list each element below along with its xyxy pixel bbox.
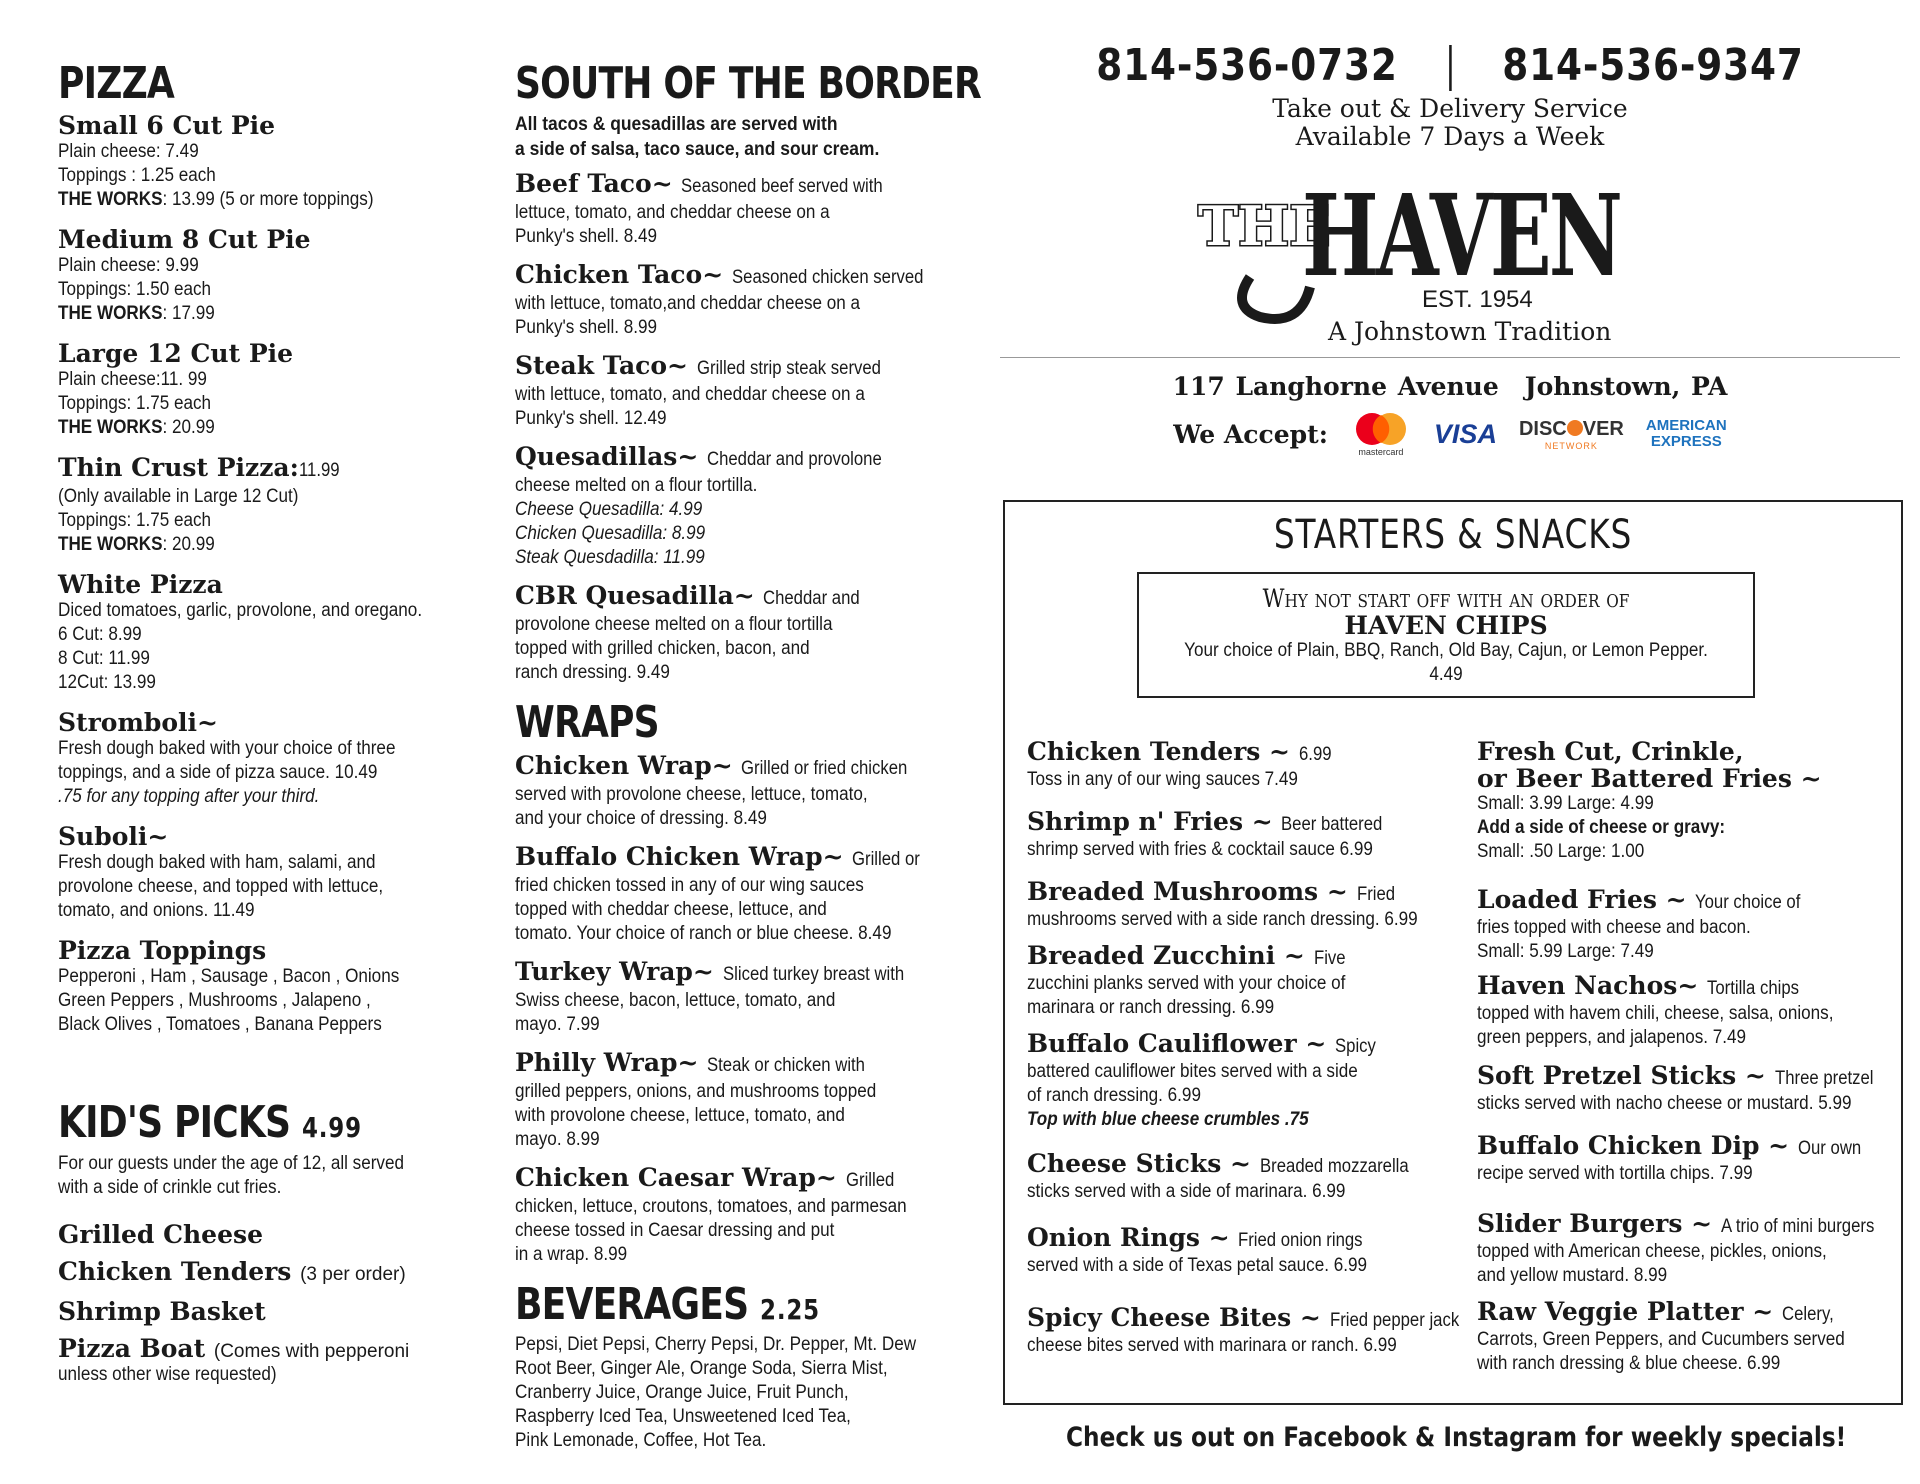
item-name: Small 6 Cut Pie: [58, 111, 276, 141]
works-line: [58, 416, 436, 440]
social-footer: Check us out on Facebook & Instagram for weekly specials!: [1066, 1422, 1847, 1453]
item-name: [1027, 1030, 1477, 1060]
item-desc: Beer battered: [1281, 814, 1383, 835]
item-name-text: Chicken Caesar Wrap~: [515, 1162, 837, 1192]
item-line: fried chicken tossed in any of our wing sauces: [515, 874, 864, 896]
item-name-text: Spicy Cheese Bites ~: [1027, 1303, 1321, 1332]
pizza-heading: PIZZA: [58, 58, 175, 109]
item-name: [1027, 738, 1477, 768]
item-desc: Grilled strip steak served: [696, 358, 881, 380]
item-line: Fresh dough baked with ham, salami, and: [58, 852, 376, 874]
border-note-line: All tacos & quesadillas are served with: [515, 114, 838, 136]
menu-item: [1477, 1062, 1897, 1116]
beverage-line: Pink Lemonade, Coffee, Hot Tea.: [515, 1430, 767, 1452]
item-line: Steak Quesdadilla: 11.99: [515, 547, 705, 569]
discover-label-a: DISC: [1518, 417, 1567, 440]
item-line: Toppings: 1.50 each: [58, 279, 212, 301]
item-line: Punky's shell. 8.49: [515, 226, 658, 248]
address: [1000, 372, 1900, 401]
item-desc: Fried pepper jack: [1329, 1310, 1459, 1331]
item-desc: Grilled or: [852, 848, 921, 870]
menu-item: [58, 112, 478, 212]
item-name-text: Raw Veggie Platter ~: [1477, 1297, 1774, 1326]
item-name: [515, 443, 965, 474]
menu-item: [1477, 1298, 1897, 1376]
item-name-text: Steak Taco~: [515, 351, 688, 381]
item-name-text: Cheese Sticks ~: [1027, 1149, 1251, 1178]
beverage-line: Root Beer, Ginger Ale, Orange Soda, Sierra Mist,: [515, 1358, 888, 1380]
item-desc: Seasoned chicken served: [731, 267, 924, 289]
phone-divider: [1449, 45, 1452, 91]
chips-choice: Your choice of Plain, BBQ, Ranch, Old Bay, Cajun, or Lemon Pepper.: [1184, 640, 1708, 661]
item-line: fries topped with cheese and bacon.: [1477, 917, 1751, 938]
item-line: .75 for any topping after your third.: [58, 786, 320, 808]
item-desc: Spicy: [1335, 1036, 1376, 1057]
tacos-wraps-column: [515, 58, 981, 1453]
item-line: (Only available in Large 12 Cut): [58, 486, 299, 508]
item-desc: Five: [1313, 948, 1346, 969]
item-name: [515, 352, 965, 383]
item-price: 11.99: [298, 460, 340, 482]
item-line: with ranch dressing & blue cheese. 6.99: [1477, 1353, 1781, 1374]
item-line: Toss in any of our wing sauces 7.49: [1027, 769, 1298, 790]
item-name: [1027, 1224, 1477, 1254]
item-line: topped with cheddar cheese, lettuce, and: [515, 898, 827, 920]
discover-label: [1519, 418, 1624, 441]
menu-item: [515, 1049, 965, 1152]
item-name: [1027, 942, 1477, 972]
item-line: topped with havem chili, cheese, salsa, onions,: [1477, 1003, 1834, 1024]
visa-label: VISA: [1433, 418, 1497, 449]
item-line: Cheese Quesadilla: 4.99: [515, 499, 703, 521]
works-value: : 20.99: [162, 534, 215, 556]
address-city: Johnstown, PA: [1524, 372, 1728, 401]
beverages-price: 2.25: [760, 1292, 820, 1326]
discover-icon: [1519, 418, 1624, 451]
kid-item-name: Shrimp Basket: [58, 1296, 266, 1326]
item-line: Top with blue cheese crumbles .75: [1027, 1109, 1309, 1130]
item-line: green peppers, and jalapenos. 7.49: [1477, 1027, 1747, 1048]
item-name: [515, 170, 965, 201]
beverage-line: Cranberry Juice, Orange Juice, Fruit Punch,: [515, 1382, 849, 1404]
item-line: recipe served with tortilla chips. 7.99: [1477, 1163, 1753, 1184]
menu-item: [515, 752, 965, 831]
item-line: tomato, and onions. 11.49: [58, 900, 255, 922]
payment-methods: [1000, 411, 1900, 457]
menu-item: [1477, 1210, 1897, 1288]
item-name-text: Loaded Fries ~: [1477, 885, 1687, 914]
item-name: [1027, 1304, 1477, 1334]
item-desc: Your choice of: [1695, 892, 1801, 913]
item-name: [1477, 886, 1897, 916]
chips-price: 4.49: [1429, 664, 1463, 685]
item-line: topped with American cheese, pickles, onions,: [1477, 1241, 1827, 1262]
menu-item: [58, 709, 478, 809]
item-desc: Steak or chicken with: [707, 1054, 866, 1076]
item-line: Small: .50 Large: 1.00: [1477, 841, 1645, 862]
item-name-text: Onion Rings ~: [1027, 1223, 1230, 1252]
phone-number[interactable]: 814-536-9347: [1502, 40, 1804, 91]
item-name-text: Fresh Cut, Crinkle,: [1477, 737, 1744, 766]
item-line: Black Olives , Tomatoes , Banana Peppers: [58, 1014, 382, 1036]
item-line: cheese tossed in Caesar dressing and put: [515, 1219, 835, 1241]
haven-logo-icon: [1190, 157, 1630, 347]
item-name-text: Beef Taco~: [515, 169, 673, 199]
menu-item: [58, 226, 478, 326]
item-name: Large 12 Cut Pie: [58, 339, 294, 369]
works-line: [58, 188, 436, 212]
menu-item: [1027, 1030, 1477, 1132]
item-desc: Fried onion rings: [1238, 1230, 1363, 1251]
item-desc: Cheddar and provolone: [707, 449, 882, 471]
menu-item: [58, 340, 478, 440]
beverages-heading-text: BEVERAGES: [515, 1278, 749, 1330]
menu-item: [1027, 808, 1477, 862]
item-name: [1477, 1062, 1897, 1092]
item-desc: 6.99: [1298, 744, 1332, 765]
item-line: mayo. 8.99: [515, 1128, 600, 1150]
menu-item: [58, 571, 478, 695]
mastercard-icon: [1350, 411, 1412, 457]
item-name: [515, 958, 965, 989]
kids-desc-line: with a side of crinkle cut fries.: [58, 1176, 282, 1198]
item-line: Plain cheese: 7.49: [58, 141, 199, 163]
item-name: Suboli~: [58, 822, 169, 852]
menu-item: [515, 170, 965, 249]
item-name-text: Philly Wrap~: [515, 1047, 699, 1077]
item-name-text: Breaded Mushrooms ~: [1027, 877, 1348, 906]
item-line: toppings, and a side of pizza sauce. 10.49: [58, 762, 378, 784]
logo-swash: [1242, 277, 1310, 319]
kid-item-note: unless other wise requested): [58, 1363, 277, 1385]
item-line: mayo. 7.99: [515, 1013, 600, 1035]
kid-item-name: Chicken Tenders: [58, 1256, 292, 1286]
kid-item-name: Pizza Boat: [58, 1333, 206, 1363]
item-line: served with provolone cheese, lettuce, tomato,: [515, 783, 868, 805]
item-line: Plain cheese: 9.99: [58, 255, 199, 277]
address-street: 117 Langhorne Avenue: [1172, 372, 1499, 401]
item-desc: A trio of mini burgers: [1720, 1216, 1875, 1237]
item-name: [515, 261, 965, 292]
kid-item: [58, 1293, 478, 1330]
menu-item: [515, 958, 965, 1037]
item-line: Toppings: 1.75 each: [58, 510, 212, 532]
item-name: Stromboli~: [58, 708, 218, 738]
beverage-line: Pepsi, Diet Pepsi, Cherry Pepsi, Dr. Pepper, Mt. Dew: [515, 1334, 917, 1356]
chips-name: HAVEN CHIPS: [1344, 611, 1548, 640]
haven-logo: [1000, 157, 1900, 357]
item-line: served with a side of Texas petal sauce. 6.99: [1027, 1255, 1367, 1276]
menu-item: [1477, 738, 1897, 864]
kid-item-note: (Comes with pepperoni: [213, 1340, 410, 1362]
item-line: 6 Cut: 8.99: [58, 624, 142, 646]
kid-item: [58, 1216, 478, 1253]
item-desc: Sliced turkey breast with: [722, 963, 904, 985]
item-name-text: Quesadillas~: [515, 442, 699, 472]
item-line: in a wrap. 8.99: [515, 1243, 628, 1265]
item-desc: Our own: [1797, 1138, 1862, 1159]
item-name-text: CBR Quesadilla~: [515, 581, 755, 611]
item-line: and yellow mustard. 8.99: [1477, 1265, 1668, 1286]
item-desc: Grilled: [845, 1169, 894, 1191]
item-name-text: Breaded Zucchini ~: [1027, 941, 1305, 970]
pizza-column: [58, 60, 478, 1386]
divider: [1000, 357, 1900, 358]
mastercard-label: mastercard: [1358, 447, 1404, 457]
item-name-text: Chicken Wrap~: [515, 750, 733, 780]
works-label: THE WORKS: [58, 534, 163, 556]
amex-icon: [1646, 418, 1727, 450]
item-name-text: Thin Crust Pizza:: [58, 453, 299, 483]
menu-item: [1027, 878, 1477, 932]
phone-number[interactable]: 814-536-0732: [1096, 40, 1398, 91]
discover-label-b: VER: [1582, 417, 1624, 440]
item-name-text: Haven Nachos~: [1477, 971, 1699, 1000]
menu-item: [515, 443, 965, 570]
item-line: zucchini planks served with your choice of: [1027, 973, 1346, 994]
item-line: Toppings : 1.25 each: [58, 165, 216, 187]
item-desc: Three pretzel: [1774, 1068, 1874, 1089]
item-name: [515, 752, 965, 783]
item-name: [1477, 738, 1897, 765]
border-heading: SOUTH OF THE BORDER: [515, 58, 981, 109]
item-name-text: Chicken Taco~: [515, 260, 724, 290]
works-label: THE WORKS: [58, 417, 163, 439]
menu-item: [1027, 738, 1477, 792]
starters-box: [1003, 500, 1903, 1405]
item-line: Chicken Quesadilla: 8.99: [515, 523, 706, 545]
border-note-line: a side of salsa, taco sauce, and sour cream.: [515, 139, 880, 161]
item-line: 8 Cut: 11.99: [58, 648, 150, 670]
chips-intro: Why not start off with an order of: [1262, 584, 1630, 613]
menu-item: [58, 823, 478, 923]
item-desc: Cheddar and: [763, 588, 861, 610]
menu-item: [58, 454, 478, 557]
item-name: or Beer Battered Fries ~: [1477, 764, 1822, 793]
item-line: and your choice of dressing. 8.49: [515, 807, 767, 829]
menu-item: [1477, 972, 1897, 1050]
haven-chips-box: [1137, 572, 1755, 698]
menu-item: [1027, 1224, 1477, 1278]
kids-desc-line: For our guests under the age of 12, all served: [58, 1152, 405, 1174]
service-line: Take out & Delivery Service: [1272, 94, 1628, 123]
amex-label-b: EXPRESS: [1650, 433, 1722, 450]
works-label: THE WORKS: [58, 303, 163, 325]
border-note: [515, 112, 929, 162]
item-line: Swiss cheese, bacon, lettuce, tomato, and: [515, 989, 836, 1011]
item-line: Small: 5.99 Large: 7.49: [1477, 941, 1654, 962]
visa-icon: [1434, 419, 1497, 450]
menu-item: [515, 261, 965, 340]
item-line: tomato. Your choice of ranch or blue cheese. 8.49: [515, 922, 892, 944]
item-name: [515, 1164, 965, 1195]
logo-the: THE: [1198, 194, 1331, 258]
item-line: cheese melted on a flour tortilla.: [515, 475, 758, 497]
item-name: [515, 582, 965, 613]
service-text: [1000, 95, 1900, 151]
wraps-heading: WRAPS: [515, 697, 659, 749]
menu-item: [1027, 1150, 1477, 1204]
item-desc: Tortilla chips: [1707, 978, 1800, 999]
item-line: ranch dressing. 9.49: [515, 662, 670, 684]
item-name: [515, 843, 965, 874]
item-name: [1477, 972, 1897, 1002]
works-value: : 17.99: [162, 303, 215, 325]
item-line: Plain cheese:11. 99: [58, 369, 207, 391]
item-line: Fresh dough baked with your choice of three: [58, 738, 396, 760]
item-line: 12Cut: 13.99: [58, 672, 156, 694]
beverages-list: [515, 1333, 965, 1453]
item-name: Pizza Toppings: [58, 936, 267, 966]
item-line: grilled peppers, onions, and mushrooms topped: [515, 1080, 877, 1102]
item-line: lettuce, tomato, and cheddar cheese on a: [515, 202, 830, 224]
kids-price: 4.99: [301, 1111, 362, 1145]
item-desc: Seasoned beef served with: [681, 176, 884, 198]
menu-item: [515, 582, 965, 685]
service-line: Available 7 Days a Week: [1295, 122, 1605, 151]
accept-label: We Accept:: [1173, 419, 1328, 449]
item-line: Toppings: 1.75 each: [58, 393, 212, 415]
item-line: shrimp served with fries & cocktail sauce 6.99: [1027, 839, 1373, 860]
item-line: with lettuce, tomato,and cheddar cheese on a: [515, 293, 861, 315]
item-name: [1477, 1298, 1897, 1328]
works-value: : 13.99 (5 or more toppings): [162, 189, 374, 211]
item-desc: Fried: [1356, 884, 1395, 905]
item-line: Pepperoni , Ham , Sausage , Bacon , Onions: [58, 966, 400, 988]
item-line: Diced tomatoes, garlic, provolone, and oregano.: [58, 600, 423, 622]
logo-tagline: A Johnstown Tradition: [1328, 317, 1612, 346]
item-name-text: Buffalo Chicken Wrap~: [515, 841, 844, 871]
item-line: provolone cheese melted on a flour tortilla: [515, 614, 833, 636]
menu-item: [1477, 886, 1897, 964]
item-line: Carrots, Green Peppers, and Cucumbers served: [1477, 1329, 1845, 1350]
menu-item: [515, 843, 965, 946]
item-name: [58, 454, 478, 485]
starters-heading: STARTERS & SNACKS: [1273, 512, 1633, 558]
item-name-text: Buffalo Cauliflower ~: [1027, 1029, 1327, 1058]
menu-item: [515, 352, 965, 431]
item-line: of ranch dressing. 6.99: [1027, 1085, 1201, 1106]
phone-numbers: [1068, 40, 1833, 91]
item-desc: Breaded mozzarella: [1259, 1156, 1409, 1177]
item-line: Small: 3.99 Large: 4.99: [1477, 793, 1654, 814]
discover-sub: NETWORK: [1544, 440, 1598, 451]
item-name-text: Buffalo Chicken Dip ~: [1477, 1131, 1790, 1160]
item-name-text: Shrimp n' Fries ~: [1027, 807, 1273, 836]
beverages-heading: [515, 1278, 884, 1330]
menu-item: [515, 1164, 965, 1267]
discover-dot-icon: [1567, 420, 1583, 436]
kid-item: [58, 1253, 478, 1293]
item-line: sticks served with a side of marinara. 6.99: [1027, 1181, 1346, 1202]
item-name-text: Slider Burgers ~: [1477, 1209, 1713, 1238]
menu-item: [1027, 1304, 1477, 1358]
kid-item-note: (3 per order): [300, 1263, 406, 1285]
item-line: with provolone cheese, lettuce, tomato, and: [515, 1104, 845, 1126]
item-line: Punky's shell. 8.99: [515, 317, 658, 339]
works-label: THE WORKS: [58, 189, 163, 211]
item-desc: Celery,: [1781, 1304, 1834, 1325]
item-line: cheese bites served with marinara or ranch. 6.99: [1027, 1335, 1397, 1356]
item-line: battered cauliflower bites served with a side: [1027, 1061, 1358, 1082]
item-line: topped with grilled chicken, bacon, and: [515, 638, 810, 660]
border-items: [515, 170, 965, 685]
item-name: [1477, 1210, 1897, 1240]
item-name: [1027, 808, 1477, 838]
item-name: [1027, 1150, 1477, 1180]
item-desc: Grilled or fried chicken: [741, 757, 908, 779]
item-line: Green Peppers , Mushrooms , Jalapeno ,: [58, 990, 371, 1012]
logo-name: HAVEN: [1302, 171, 1620, 302]
logo-est: EST. 1954: [1422, 286, 1533, 313]
works-line: [58, 533, 436, 557]
item-line: marinara or ranch dressing. 6.99: [1027, 997, 1275, 1018]
item-name: Medium 8 Cut Pie: [58, 225, 311, 255]
item-name-text: Turkey Wrap~: [515, 956, 714, 986]
kids-desc: [58, 1152, 436, 1200]
item-line: Punky's shell. 12.49: [515, 408, 667, 430]
item-name-text: Chicken Tenders ~: [1027, 737, 1291, 766]
item-line: chicken, lettuce, croutons, tomatoes, and parmesan: [515, 1195, 907, 1217]
menu-item: [58, 937, 478, 1037]
item-line: Add a side of cheese or gravy:: [1477, 817, 1726, 838]
mastercard-logo-icon: [1350, 411, 1412, 447]
menu-item: [1477, 1132, 1897, 1186]
info-column: [1000, 40, 1900, 457]
works-value: : 20.99: [162, 417, 215, 439]
kids-heading: [58, 1099, 402, 1147]
item-name: [1477, 1132, 1897, 1162]
kid-item-name: Grilled Cheese: [58, 1219, 263, 1249]
item-line: provolone cheese, and topped with lettuce,: [58, 876, 384, 898]
menu-item: [1027, 942, 1477, 1020]
wrap-items: [515, 752, 965, 1267]
kids-heading-text: KID'S PICKS: [58, 1097, 291, 1149]
item-line: with lettuce, tomato, and cheddar cheese on a: [515, 384, 865, 406]
item-name-text: Soft Pretzel Sticks ~: [1477, 1061, 1766, 1090]
amex-label-a: AMERICAN: [1645, 417, 1727, 434]
beverage-line: Raspberry Iced Tea, Unsweetened Iced Tea,: [515, 1406, 851, 1428]
item-line: sticks served with nacho cheese or mustard. 5.99: [1477, 1093, 1852, 1114]
item-name: White Pizza: [58, 570, 223, 600]
item-name: [1027, 878, 1477, 908]
item-line: mushrooms served with a side ranch dressing. 6.99: [1027, 909, 1418, 930]
works-line: [58, 302, 436, 326]
item-name: [515, 1049, 965, 1080]
